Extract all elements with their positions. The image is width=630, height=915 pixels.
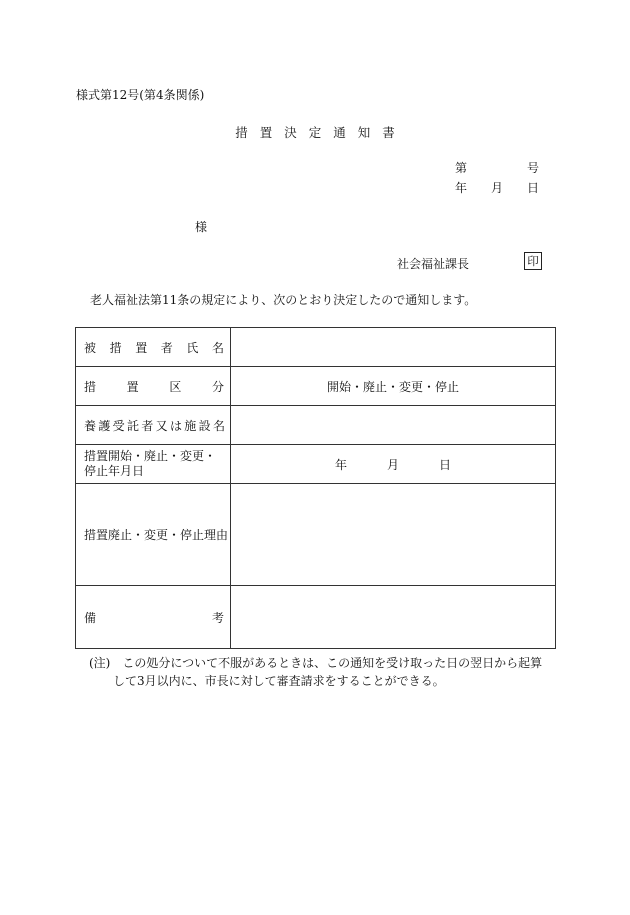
label-facility-name [76, 406, 231, 445]
label-char: 養 [84, 418, 97, 433]
document-number-suffix: 号 [526, 161, 539, 175]
label-char: 氏 [186, 340, 199, 355]
issuer-title: 社会福祉課長 [397, 257, 470, 271]
label-char: 措 [109, 340, 122, 355]
label-char: 区 [169, 379, 182, 394]
label-char: 者 [160, 340, 173, 355]
label-char: 又 [155, 418, 168, 433]
label-char: 分 [211, 379, 224, 394]
label-recipient-name [76, 328, 231, 367]
document-title: 措置決定通知書 [235, 125, 407, 140]
label-char: 設 [198, 418, 211, 433]
value-remarks [231, 586, 556, 649]
label-line1: 措置開始・廃止・変更・ [84, 449, 217, 463]
table-row-remarks [76, 586, 556, 649]
issue-date-day: 日 [526, 181, 539, 195]
note-line1: (注) この処分について不服があるときは、この通知を受け取った日の翌日から起算 [89, 656, 543, 670]
notice-table [75, 327, 556, 649]
issue-date-year: 年 [455, 181, 468, 195]
label-char: 措 [84, 379, 97, 394]
seal-box: 印 [524, 252, 542, 270]
date-month: 月 [386, 457, 399, 472]
label-spread [84, 378, 230, 395]
addressee-honorific: 様 [195, 220, 208, 234]
document-number [455, 159, 539, 176]
note-line2: して3月以内に、市長に対して審査請求をすることができる。 [113, 674, 445, 688]
label-measure-type [76, 367, 231, 406]
value-recipient-name [231, 328, 556, 367]
label-char: 置 [126, 379, 139, 394]
label-measure-date [76, 445, 231, 484]
label-spread [84, 417, 230, 434]
value-measure-type: 開始・廃止・変更・停止 [231, 367, 556, 406]
table-row-measure-type [76, 367, 556, 406]
issue-date-month: 月 [490, 181, 503, 195]
table-row-facility-name [76, 406, 556, 445]
label-char: 被 [84, 340, 97, 355]
document-number-prefix: 第 [455, 161, 468, 175]
label-char: 者 [141, 418, 154, 433]
intro-text: 老人福祉法第11条の規定により、次のとおり決定したので通知します。 [90, 293, 477, 307]
table-row-measure-date [76, 445, 556, 484]
date-cell [231, 456, 555, 473]
label-char: 受 [112, 418, 125, 433]
label-char: 護 [98, 418, 111, 433]
label-char: 名 [211, 340, 224, 355]
issue-date [455, 179, 539, 196]
value-reason [231, 484, 556, 586]
label-char: は [169, 418, 182, 433]
label-spread [84, 609, 230, 626]
form-number: 様式第12号(第4条関係) [76, 88, 205, 102]
date-year: 年 [334, 457, 347, 472]
label-char: 施 [184, 418, 197, 433]
label-spread [84, 339, 230, 356]
label-two-line [84, 449, 230, 479]
label-char: 置 [135, 340, 148, 355]
label-char: 備 [84, 610, 97, 625]
table-row-recipient-name [76, 328, 556, 367]
label-line2: 停止年月日 [84, 464, 145, 478]
value-measure-date [231, 445, 556, 484]
label-reason: 措置廃止・変更・停止理由 [76, 484, 231, 586]
label-char: 託 [126, 418, 139, 433]
label-char: 名 [212, 418, 225, 433]
date-day: 日 [439, 457, 452, 472]
label-char: 考 [211, 610, 224, 625]
label-remarks [76, 586, 231, 649]
table-row-reason [76, 484, 556, 586]
value-facility-name [231, 406, 556, 445]
